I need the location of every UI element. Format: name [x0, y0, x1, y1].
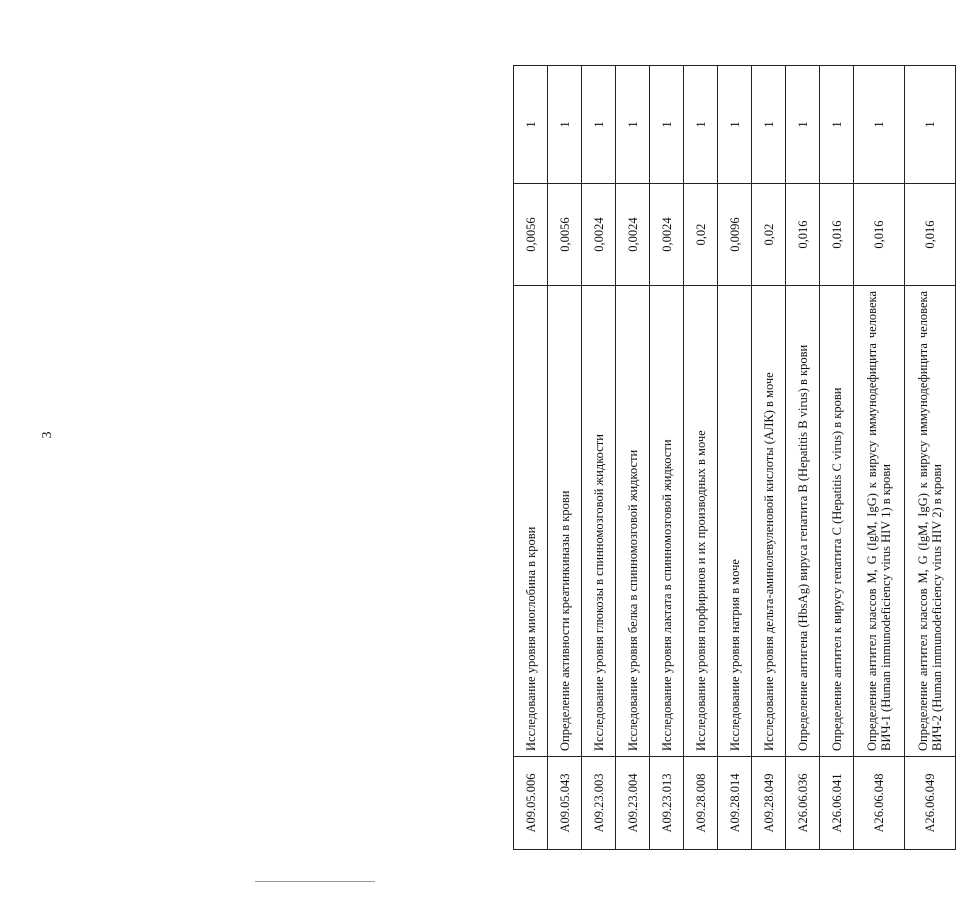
multiplicity-value: 1 [718, 66, 752, 184]
table-row [905, 66, 956, 850]
multiplicity-value: 1 [616, 66, 650, 184]
service-name: Определение антител к вирусу гепатита C (Hepatitis C virus) в крови [820, 286, 854, 757]
services-table [513, 65, 956, 850]
multiplicity-value: 1 [514, 66, 548, 184]
service-name: Определение антигена (HbsAg) вируса гепатита B (Hepatitis B virus) в крови [786, 286, 820, 757]
rotated-page-content [513, 66, 953, 850]
service-name: Исследование уровня дельта-аминолевуленовой кислоты (АЛК) в моче [752, 286, 786, 757]
service-code: A26.06.041 [820, 757, 854, 850]
service-code: A09.28.008 [684, 757, 718, 850]
frequency-value: 0,0056 [548, 184, 582, 286]
frequency-value: 0,016 [786, 184, 820, 286]
frequency-value: 0,0024 [616, 184, 650, 286]
table-row [616, 66, 650, 850]
service-code: A26.06.048 [854, 757, 905, 850]
service-code: A09.23.003 [582, 757, 616, 850]
multiplicity-value: 1 [905, 66, 956, 184]
frequency-value: 0,0024 [582, 184, 616, 286]
table-row [650, 66, 684, 850]
scan-artifact-line [255, 881, 375, 882]
service-code: A09.23.004 [616, 757, 650, 850]
services-table-body [514, 66, 956, 850]
service-name: Определение антител классов M, G (IgM, IgG) к вирусу иммунодефицита человека ВИЧ-2 (Human immunodeficiency virus HIV 2) в крови [905, 286, 956, 757]
service-code: A09.05.006 [514, 757, 548, 850]
service-code: A09.05.043 [548, 757, 582, 850]
table-row [752, 66, 786, 850]
multiplicity-value: 1 [820, 66, 854, 184]
service-name: Исследование уровня глюкозы в спинномозговой жидкости [582, 286, 616, 757]
multiplicity-value: 1 [854, 66, 905, 184]
table-row [514, 66, 548, 850]
table-row [684, 66, 718, 850]
multiplicity-value: 1 [650, 66, 684, 184]
multiplicity-value: 1 [752, 66, 786, 184]
service-name: Исследование уровня лактата в спинномозговой жидкости [650, 286, 684, 757]
frequency-value: 0,0056 [514, 184, 548, 286]
frequency-value: 0,0024 [650, 184, 684, 286]
service-name: Определение антител классов M, G (IgM, IgG) к вирусу иммунодефицита человека ВИЧ-1 (Human immunodeficiency virus HIV 1) в крови [854, 286, 905, 757]
service-code: A26.06.049 [905, 757, 956, 850]
service-name: Определение активности креатинкиназы в крови [548, 286, 582, 757]
frequency-value: 0,02 [684, 184, 718, 286]
page-number: 3 [40, 431, 55, 439]
service-name: Исследование уровня натрия в моче [718, 286, 752, 757]
table-row [548, 66, 582, 850]
table-row [854, 66, 905, 850]
table-row [718, 66, 752, 850]
multiplicity-value: 1 [582, 66, 616, 184]
frequency-value: 0,02 [752, 184, 786, 286]
service-code: A26.06.036 [786, 757, 820, 850]
multiplicity-value: 1 [684, 66, 718, 184]
table-row [786, 66, 820, 850]
multiplicity-value: 1 [786, 66, 820, 184]
service-code: A09.28.014 [718, 757, 752, 850]
frequency-value: 0,016 [820, 184, 854, 286]
service-code: A09.28.049 [752, 757, 786, 850]
service-name: Исследование уровня миоглобина в крови [514, 286, 548, 757]
frequency-value: 0,0096 [718, 184, 752, 286]
multiplicity-value: 1 [548, 66, 582, 184]
table-row [582, 66, 616, 850]
service-code: A09.23.013 [650, 757, 684, 850]
table-row [820, 66, 854, 850]
frequency-value: 0,016 [905, 184, 956, 286]
service-name: Исследование уровня белка в спинномозговой жидкости [616, 286, 650, 757]
service-name: Исследование уровня порфиринов и их производных в моче [684, 286, 718, 757]
frequency-value: 0,016 [854, 184, 905, 286]
